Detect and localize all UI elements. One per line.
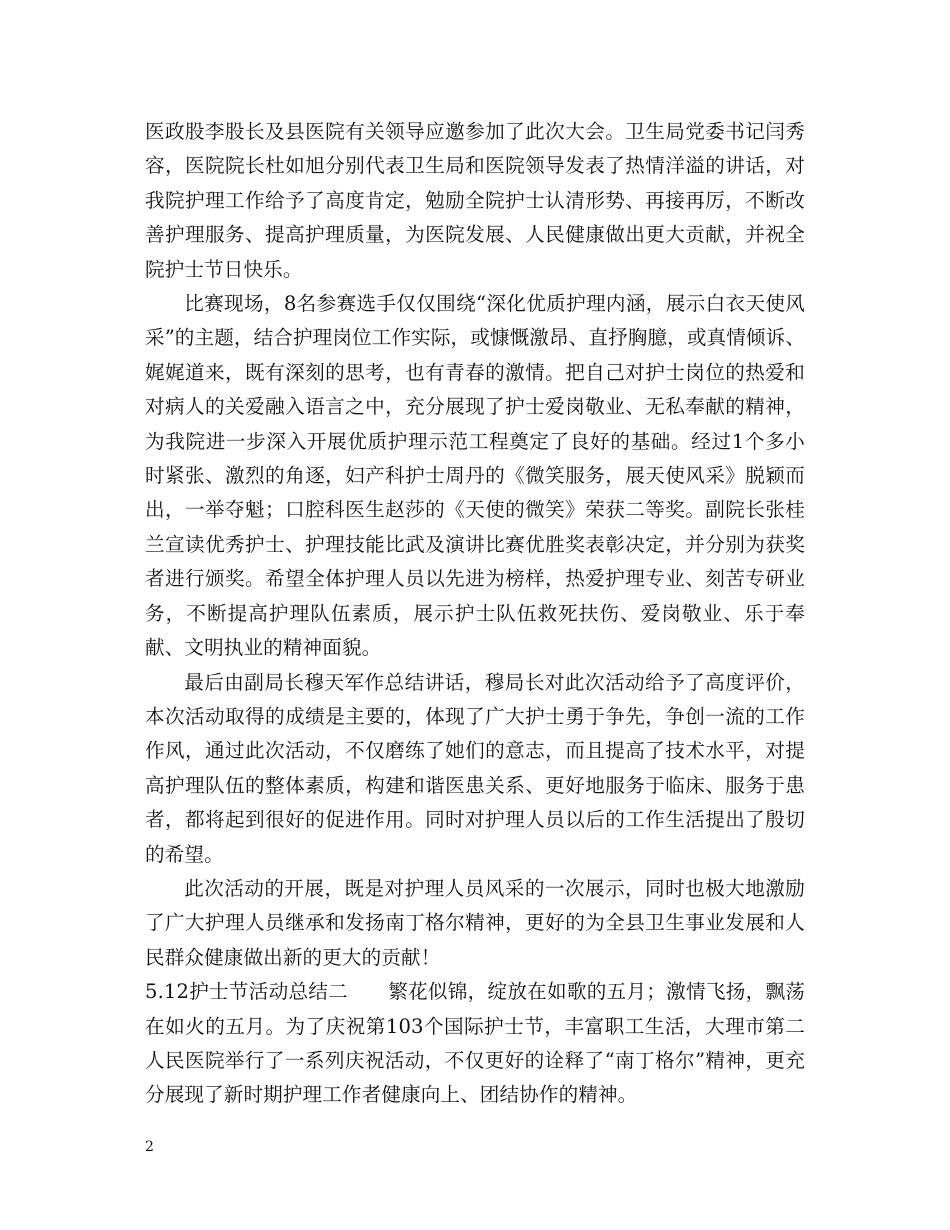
section-two: [145, 975, 805, 1113]
paragraph-activity-significance: 此次活动的开展，既是对护理人员风采的一次展示，同时也极大地激励了广大护理人员继承和发扬南丁格尔精神，更好的为全县卫生事业发展和人民群众健康做出新的更大的贡献！: [145, 876, 805, 969]
paragraph-leadership-speech: 医政股李股长及县医院有关领导应邀参加了此次大会。卫生局党委书记闫秀容，医院院长杜如旭分别代表卫生局和医院领导发表了热情洋溢的讲话，对我院护理工作给予了高度肯定，勉励全院护士认清形势、再接再厉，不断改善护理服务、提高护理质量，为医院发展、人民健康做出更大贡献，并祝全院护士节日快乐。: [145, 120, 805, 281]
section-two-heading: 5.12护士节活动总结二: [145, 980, 349, 1004]
document-body: [145, 115, 805, 1113]
paragraph-competition-results: 比赛现场，8名参赛选手仅仅围绕“深化优质护理内涵，展示白衣天使风采”的主题，结合护理岗位工作实际，或慷慨激昂、直抒胸臆，或真情倾诉、娓娓道来，既有深刻的思考，也有青春的激情。把自己对护士岗位的热爱和对病人的关爱融入语言之中，充分展现了护士爱岗敬业、无私奉献的精神，为我院进一步深入开展优质护理示范工程奠定了良好的基础。经过1个多小时紧张、激烈的角逐，妇产科护士周丹的《微笑服务，展天使风采》脱颖而出，一举夺魁；口腔科医生赵莎的《天使的微笑》荣获二等奖。副院长张桂兰宣读优秀护士、护理技能比武及演讲比赛优胜奖表彰决定，并分别为获奖者进行颁奖。希望全体护理人员以先进为榜样，热爱护理专业、刻苦专研业务，不断提高护理队伍素质，展示护士队伍救死扶伤、爱岗敬业、乐于奉献、文明执业的精神面貌。: [145, 292, 806, 660]
section-two-body: 繁花似锦，绽放在如歌的五月；激情飞扬，飘荡在如火的五月。为了庆祝第103个国际护士节，丰富职工生活，大理市第二人民医院举行了一系列庆祝活动，不仅更好的诠释了“南丁格尔”精神，更充分展现了新时期护理工作者健康向上、团结协作的精神。: [145, 980, 805, 1107]
paragraph-closing-remarks: 最后由副局长穆天军作总结讲话，穆局长对此次活动给予了高度评价，本次活动取得的成绩是主要的，体现了广大护士勇于争先，争创一流的工作作风，通过此次活动，不仅磨练了她们的意志，而且提高了技术水平，对提高护理队伍的整体素质，构建和谐医患关系、更好地服务于临床、服务于患者，都将起到很好的促进作用。同时对护理人员以后的工作生活提出了殷切的希望。: [145, 670, 805, 866]
page-number: 2: [145, 1139, 154, 1155]
